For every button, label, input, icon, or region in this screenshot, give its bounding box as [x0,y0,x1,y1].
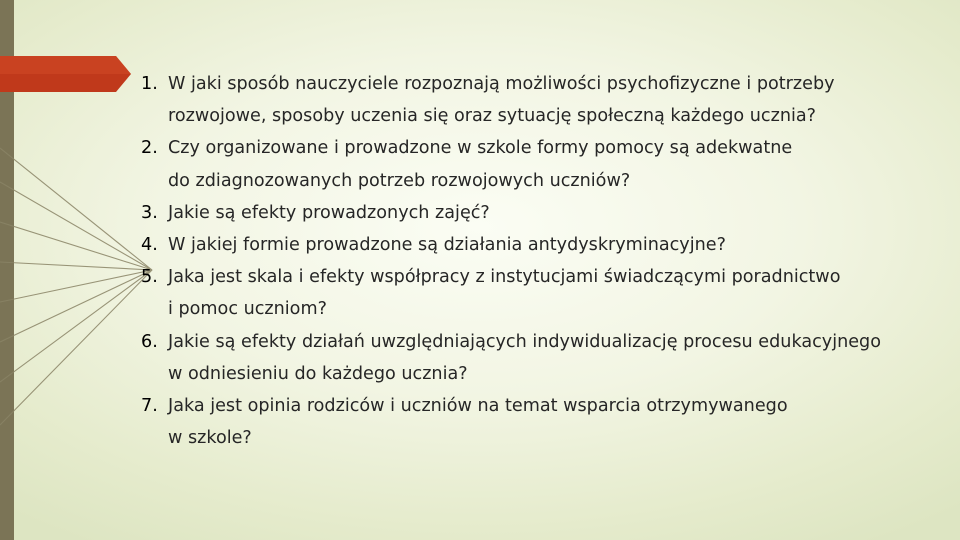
item-text: Jakie są efekty prowadzonych zajęć? [168,202,490,223]
question-list [141,68,931,454]
item-text: Jaka jest skala i efekty współpracy z instytucjami świadczącymi poradnictwo i pomoc uczniom? [168,267,841,320]
item-text: W jaki sposób nauczyciele rozpoznają możliwości psychofizyczne i potrzeby rozwojowe, sposoby uczenia się oraz sytuację społeczną każdego ucznia? [168,74,835,127]
item-text: Czy organizowane i prowadzone w szkole formy pomocy są adekwatne do zdiagnozowanych potrzeb rozwojowych uczniów? [168,138,793,191]
item-number: 7. [141,396,158,417]
item-number: 5. [141,267,158,288]
item-number: 1. [141,74,158,94]
list-item [141,229,931,261]
list-item [141,68,931,132]
item-number: 4. [141,235,158,256]
list-item [141,390,931,454]
red-arrow-banner [0,56,131,92]
item-number: 6. [141,331,158,352]
list-item [141,261,931,325]
list-item [141,132,931,196]
list-item [141,326,931,390]
list-item [141,197,931,229]
left-accent-bar [0,0,14,540]
item-number: 3. [141,202,158,223]
item-text: W jakiej formie prowadzone są działania antydyskryminacyjne? [168,235,726,256]
item-number: 2. [141,138,158,159]
item-text: Jakie są efekty działań uwzględniających indywidualizację procesu edukacyjnego w odniesieniu do każdego ucznia? [168,331,881,384]
item-text: Jaka jest opinia rodziców i uczniów na temat wsparcia otrzymywanego w szkole? [168,396,788,449]
